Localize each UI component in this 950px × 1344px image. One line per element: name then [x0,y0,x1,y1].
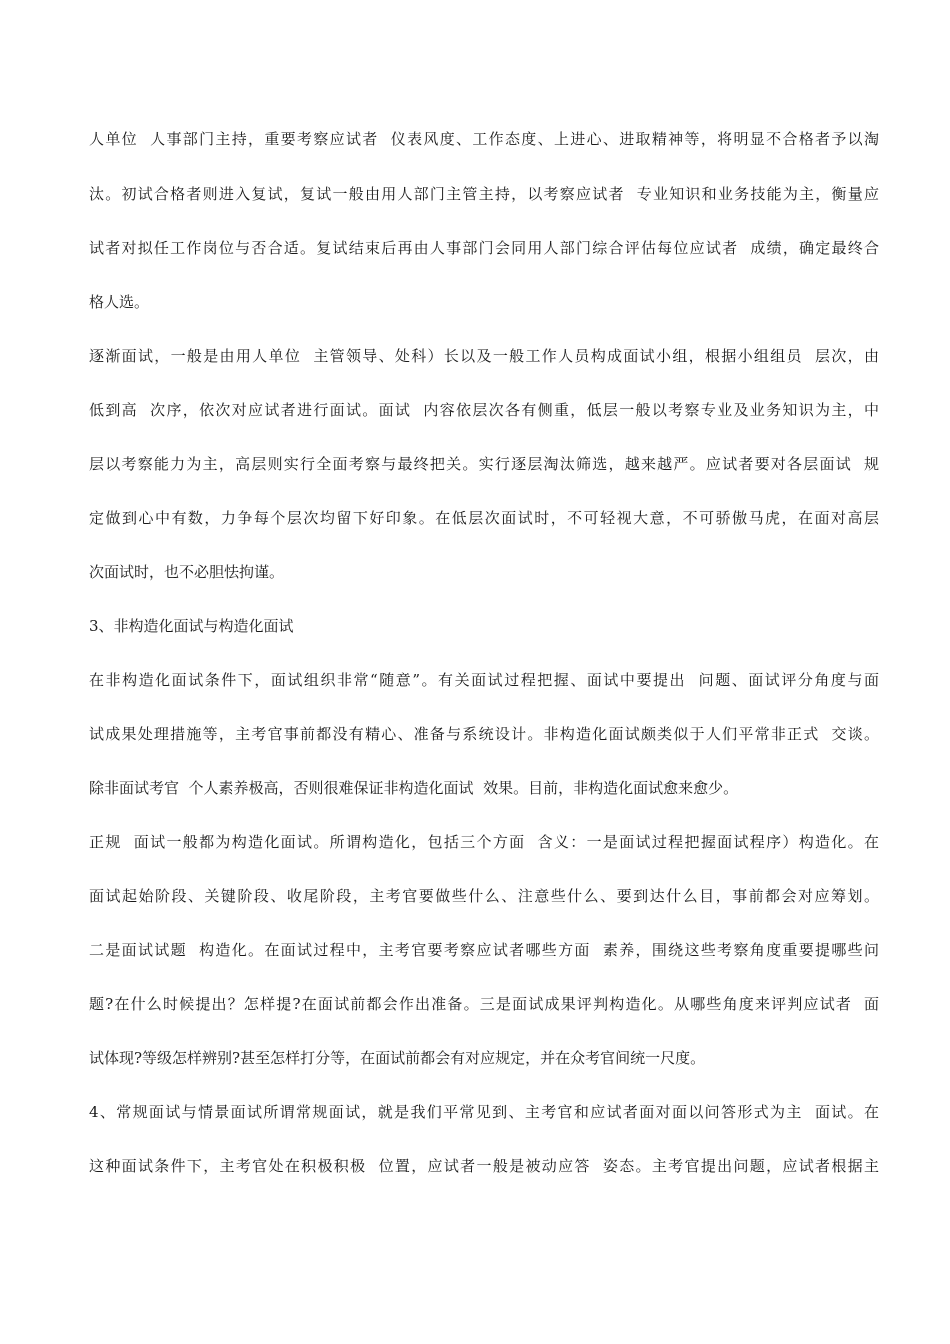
text-line: 在非构造化面试条件下，面试组织非常“随意”。有关面试过程把握、面试中要提出 问题、面试评分角度与面 [89,671,879,689]
text-line: 4、常规面试与情景面试所谓常规面试，就是我们平常见到、主考官和应试者面对面以问答形式为主 面试。在 [89,1103,879,1121]
text-line: 除非面试考官 个人素养极高，否则很难保证非构造化面试 效果。目前，非构造化面试愈来愈少。 [89,779,739,797]
section-heading: 3、非构造化面试与构造化面试 [89,617,294,635]
text-line: 次面试时，也不必胆怯拘谨。 [89,563,285,581]
text-line: 汰。初试合格者则进入复试，复试一般由用人部门主管主持，以考察应试者 专业知识和业务技能为主，衡量应 [89,185,879,203]
text-line: 人单位 人事部门主持，重要考察应试者 仪表风度、工作态度、上进心、进取精神等，将明显不合格者予以淘 [89,130,879,148]
text-line: 正规 面试一般都为构造化面试。所谓构造化，包括三个方面 含义：一是面试过程把握面试程序）构造化。在 [89,833,879,851]
text-line: 试者对拟任工作岗位与否合适。复试结束后再由人事部门会同用人部门综合评估每位应试者 成绩，确定最终合 [89,239,879,257]
text-line: 逐渐面试，一般是由用人单位 主管领导、处科）长以及一般工作人员构成面试小组，根据小组组员 层次，由 [89,347,879,365]
text-line: 试成果处理措施等，主考官事前都没有精心、准备与系统设计。非构造化面试颇类似于人们平常非正式 交谈。 [89,725,879,743]
text-line: 层以考察能力为主，高层则实行全面考察与最终把关。实行逐层淘汰筛选，越来越严。应试者要对各层面试 规 [89,455,879,473]
text-line: 二是面试试题 构造化。在面试过程中，主考官要考察应试者哪些方面 素养，围绕这些考察角度重要提哪些问 [89,941,879,959]
text-line: 格人选。 [89,293,150,311]
text-line: 这种面试条件下，主考官处在积极积极 位置，应试者一般是被动应答 姿态。主考官提出问题，应试者根据主 [89,1157,879,1175]
text-line: 低到高 次序，依次对应试者进行面试。面试 内容依层次各有侧重，低层一般以考察专业及业务知识为主，中 [89,401,879,419]
text-line: 试体现?等级怎样辨别?甚至怎样打分等，在面试前都会有对应规定，并在众考官间统一尺度。 [89,1049,706,1067]
text-line: 题?在什么时候提出？怎样提?在面试前都会作出准备。三是面试成果评判构造化。从哪些角度来评判应试者 面 [89,995,879,1013]
text-line: 定做到心中有数，力争每个层次均留下好印象。在低层次面试时，不可轻视大意，不可骄傲马虎，在面对高层 [89,509,879,527]
text-line: 面试起始阶段、关键阶段、收尾阶段，主考官要做些什么、注意些什么、要到达什么目，事前都会对应筹划。 [89,887,879,905]
